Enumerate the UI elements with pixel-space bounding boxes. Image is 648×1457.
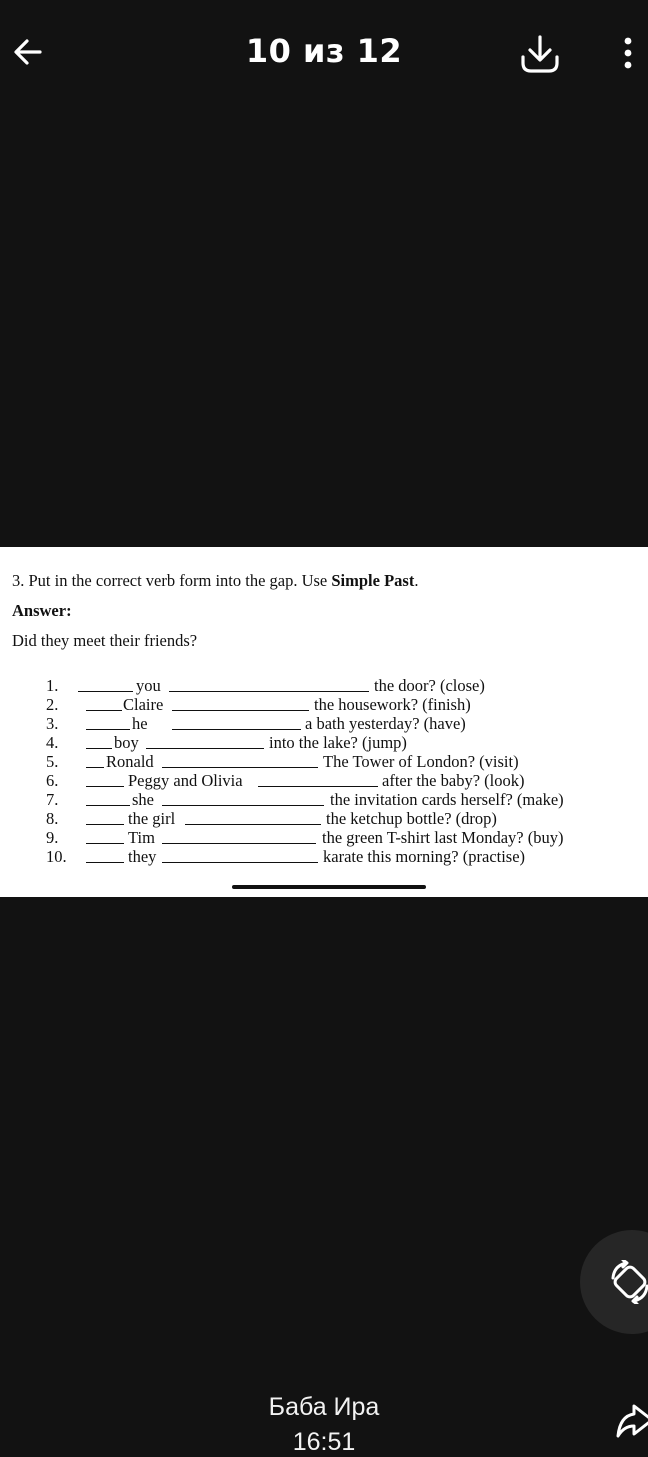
- top-bar: [0, 0, 648, 105]
- share-icon: [612, 1400, 648, 1443]
- item-rest: the door? (close): [374, 676, 485, 695]
- example-sentence: Did they meet their friends?: [12, 631, 198, 650]
- image-counter: 10 из 12: [245, 32, 403, 70]
- more-options-button[interactable]: [610, 30, 646, 76]
- item-rest: the ketchup bottle? (drop): [326, 809, 497, 828]
- item-subject: Claire: [123, 695, 164, 714]
- item-subject: boy: [114, 733, 139, 752]
- item-subject: he: [132, 714, 148, 733]
- item-rest: into the lake? (jump): [269, 733, 407, 752]
- item-number: 7.: [46, 790, 59, 809]
- more-vertical-icon: [623, 35, 633, 71]
- exercise-item: [0, 771, 648, 790]
- item-number: 5.: [46, 752, 59, 771]
- item-rest: The Tower of London? (visit): [323, 752, 519, 771]
- item-number: 8.: [46, 809, 59, 828]
- download-icon: [518, 32, 562, 76]
- item-rest: the green T-shirt last Monday? (buy): [322, 828, 564, 847]
- item-rest: the invitation cards herself? (make): [330, 790, 564, 809]
- task-heading: 3. Put in the correct verb form into the gap. Use Simple Past.: [12, 571, 419, 590]
- exercise-item: [0, 828, 648, 847]
- item-rest: the housework? (finish): [314, 695, 471, 714]
- document-image[interactable]: [0, 547, 648, 897]
- exercise-item: [0, 695, 648, 714]
- share-button[interactable]: [612, 1400, 648, 1443]
- item-subject: Ronald: [106, 752, 154, 771]
- item-number: 1.: [46, 676, 59, 695]
- exercise-item: [0, 714, 648, 733]
- exercise-item: [0, 790, 648, 809]
- message-time: 16:51: [292, 1428, 356, 1456]
- exercise-item: [0, 809, 648, 828]
- item-subject: they: [128, 847, 157, 866]
- item-subject: she: [132, 790, 154, 809]
- item-number: 4.: [46, 733, 59, 752]
- exercise-item: [0, 752, 648, 771]
- item-subject: Peggy and Olivia: [128, 771, 243, 790]
- item-subject: the girl: [128, 809, 176, 828]
- home-indicator: [232, 885, 426, 889]
- exercise-item: [0, 676, 648, 695]
- item-rest: a bath yesterday? (have): [305, 714, 466, 733]
- exercise-item: [0, 847, 648, 866]
- item-number: 2.: [46, 695, 59, 714]
- answer-label: Answer:: [12, 601, 72, 620]
- exercise-item: [0, 733, 648, 752]
- download-button[interactable]: [514, 28, 566, 80]
- item-subject: Tim: [128, 828, 155, 847]
- item-number: 9.: [46, 828, 59, 847]
- screen-rotate-icon: [610, 1260, 648, 1304]
- item-rest: after the baby? (look): [382, 771, 525, 790]
- rotate-screen-button[interactable]: [580, 1230, 648, 1334]
- item-number: 10.: [46, 847, 67, 866]
- item-subject: you: [136, 676, 161, 695]
- item-number: 6.: [46, 771, 59, 790]
- item-rest: karate this morning? (practise): [323, 847, 526, 866]
- item-number: 3.: [46, 714, 59, 733]
- sender-name: Баба Ира: [268, 1393, 380, 1421]
